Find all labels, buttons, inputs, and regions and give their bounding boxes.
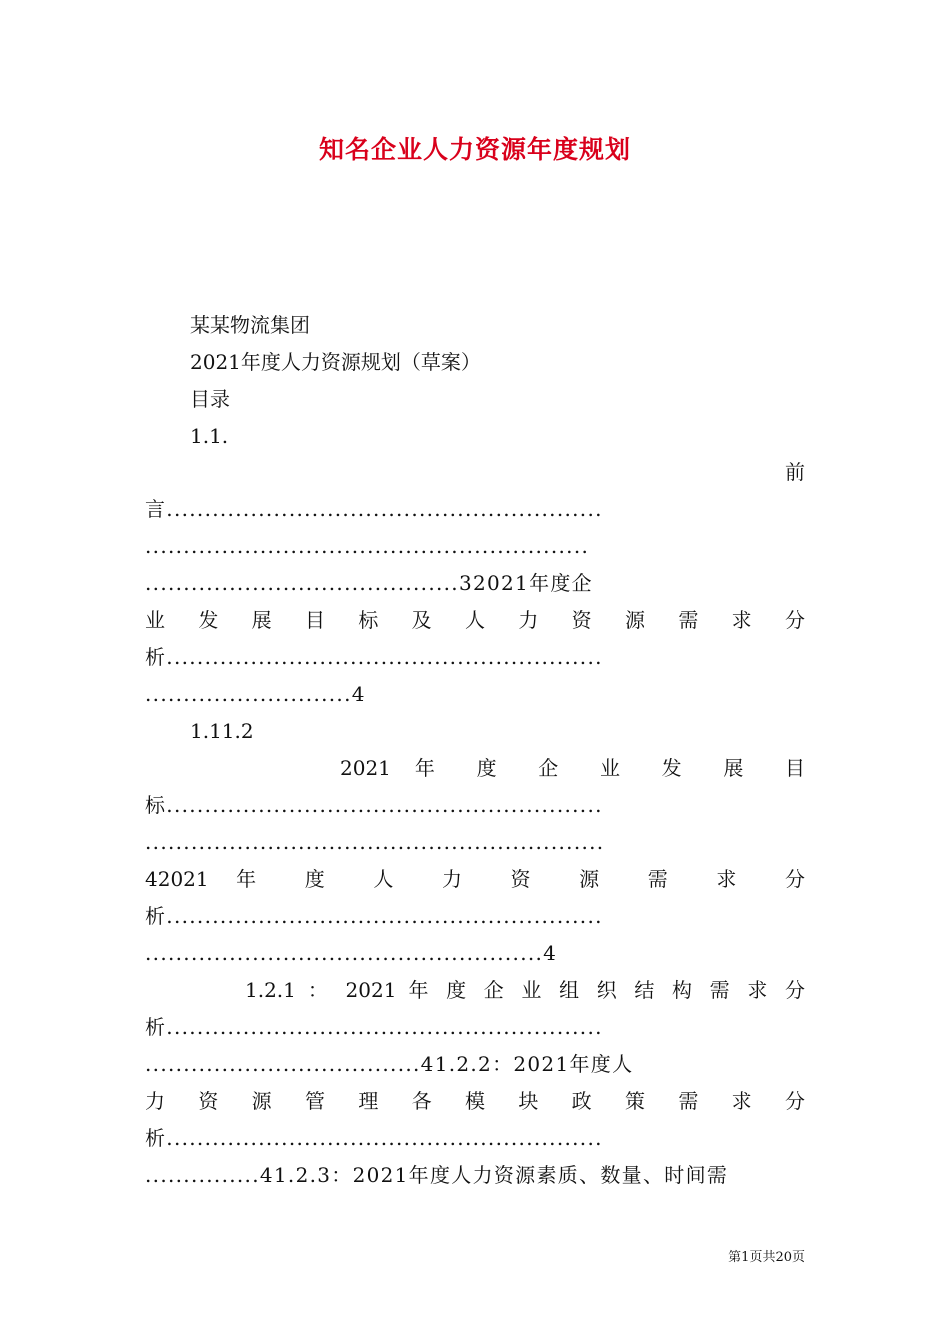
toc-line: 析.........................................................	[145, 904, 603, 928]
toc-line: 言.........................................................	[145, 497, 603, 521]
document-title: 知名企业人力资源年度规划	[318, 135, 631, 164]
toc-line: 析.........................................................	[145, 1126, 603, 1150]
toc-line: ...........................4	[145, 682, 366, 706]
toc-line: ....................................................4	[145, 941, 558, 965]
toc-line: .........................................32021年度企	[145, 571, 593, 595]
toc-line: 力资源管理各模块政策需求分	[145, 1089, 805, 1113]
toc-line: ..........................................................	[145, 534, 590, 558]
toc-line: 1.2.1 ： 2021 年 度 企 业 组 织 结 构 需 求 分	[245, 978, 805, 1002]
toc-line: 析.........................................................	[145, 645, 603, 669]
toc-line: 析.........................................................	[145, 1015, 603, 1039]
plan-heading: 2021年度人力资源规划（草案）	[190, 350, 481, 374]
toc-line: 2021 年 度 企 业 发 展 目	[340, 756, 805, 780]
toc-line: 标.........................................................	[145, 793, 603, 817]
toc-line: 业发展目标及人力资源需求分	[145, 608, 805, 632]
toc-line: 1.1.	[190, 424, 229, 448]
page-number: 第1页共20页	[728, 1250, 805, 1265]
toc-line: ....................................41.2.2：2021年度人	[145, 1052, 634, 1076]
toc-heading: 目录	[190, 387, 230, 411]
toc-line: 前	[785, 460, 805, 484]
toc-line: ............................................................	[145, 830, 605, 854]
toc-line: 42021 年 度 人 力 资 源 需 求 分	[145, 867, 805, 891]
toc-line: ...............41.2.3：2021年度人力资源素质、数量、时间需	[145, 1163, 729, 1187]
toc-line: 1.11.2	[190, 719, 254, 743]
company-name: 某某物流集团	[190, 313, 310, 337]
